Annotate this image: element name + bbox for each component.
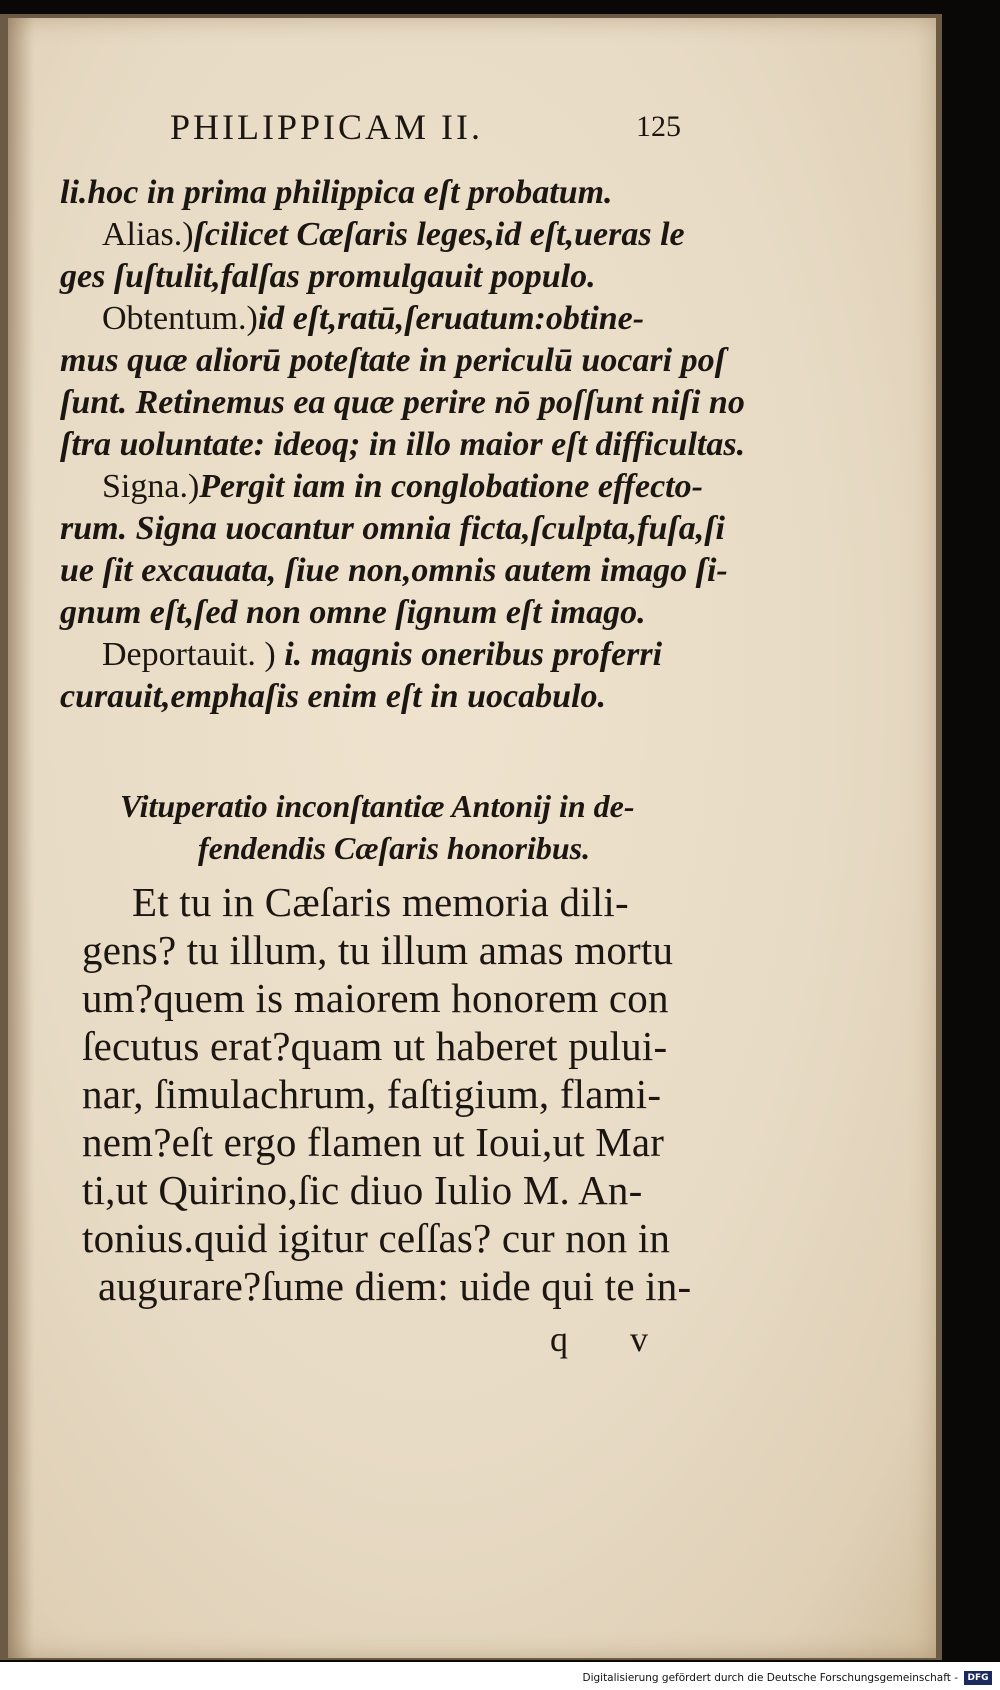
footer-bar bbox=[0, 1662, 1000, 1690]
main-text-line: tonius.quid igitur ceſſas? cur non in bbox=[82, 1215, 671, 1261]
page-number: 125 bbox=[636, 110, 681, 143]
commentary-line: mus quæ aliorū poteſtate in periculū uocari poſ bbox=[60, 342, 726, 379]
commentary-line: ges ſuſtulit,falſas promulgauit populo. bbox=[60, 258, 596, 295]
commentary-line: curauit,emphaſis enim eſt in uocabulo. bbox=[60, 678, 606, 715]
running-title: PHILIPPICAM II. bbox=[170, 107, 484, 147]
main-text-line: Et tu in Cæſaris memoria dili- bbox=[132, 879, 629, 925]
main-text-line: nar, ſimulachrum, faſtigium, flami- bbox=[82, 1071, 662, 1117]
main-text-line: gens? tu illum, tu illum amas mortu bbox=[82, 927, 674, 973]
main-text-line: augurare?ſume diem: uide qui te in- bbox=[98, 1263, 692, 1309]
main-text-line: um?quem is maiorem honorem con bbox=[82, 975, 669, 1021]
commentary-line: ſtra uoluntate: ideoq; in illo maior eſt difficultas. bbox=[60, 426, 746, 463]
commentary-line: Deportauit. ) i. magnis oneribus proferri bbox=[102, 636, 663, 673]
commentary-line: li.hoc in prima philippica eſt probatum. bbox=[60, 174, 613, 211]
catchword: v bbox=[630, 1319, 648, 1359]
dfg-logo-icon: DFG bbox=[964, 1671, 992, 1685]
commentary-line: Obtentum.)id eſt,ratū,ſeruatum:obtine- bbox=[102, 300, 645, 337]
funding-credit: Digitalisierung gefördert durch die Deutsche Forschungsgemeinschaft - bbox=[582, 1672, 958, 1684]
section-heading-line: Vituperatio inconſtantiæ Antonij in de- bbox=[120, 788, 635, 824]
main-text-line: ti,ut Quirino,ſic diuo Iulio M. An- bbox=[82, 1167, 643, 1213]
commentary-line: rum. Signa uocantur omnia ficta,ſculpta,fuſa,ſi bbox=[60, 510, 725, 547]
main-text-line: ſecutus erat?quam ut haberet pului- bbox=[82, 1023, 668, 1069]
commentary-line: ue ſit excauata, ſiue non,omnis autem imago ſi- bbox=[60, 552, 728, 589]
commentary-line: gnum eſt,ſed non omne ſignum eſt imago. bbox=[60, 594, 646, 631]
commentary-line: Alias.)ſcilicet Cæſaris leges,id eſt,ueras le bbox=[102, 216, 685, 253]
main-text-line: nem?eſt ergo flamen ut Ioui,ut Mar bbox=[82, 1119, 665, 1165]
signature-mark: q bbox=[550, 1319, 568, 1359]
book-page bbox=[8, 18, 936, 1658]
commentary-line: Signa.)Pergit iam in conglobatione effecto- bbox=[102, 468, 703, 505]
section-heading-line: fendendis Cæſaris honoribus. bbox=[198, 830, 591, 866]
commentary-line: ſunt. Retinemus ea quæ perire nō poſſunt niſi no bbox=[60, 384, 745, 421]
